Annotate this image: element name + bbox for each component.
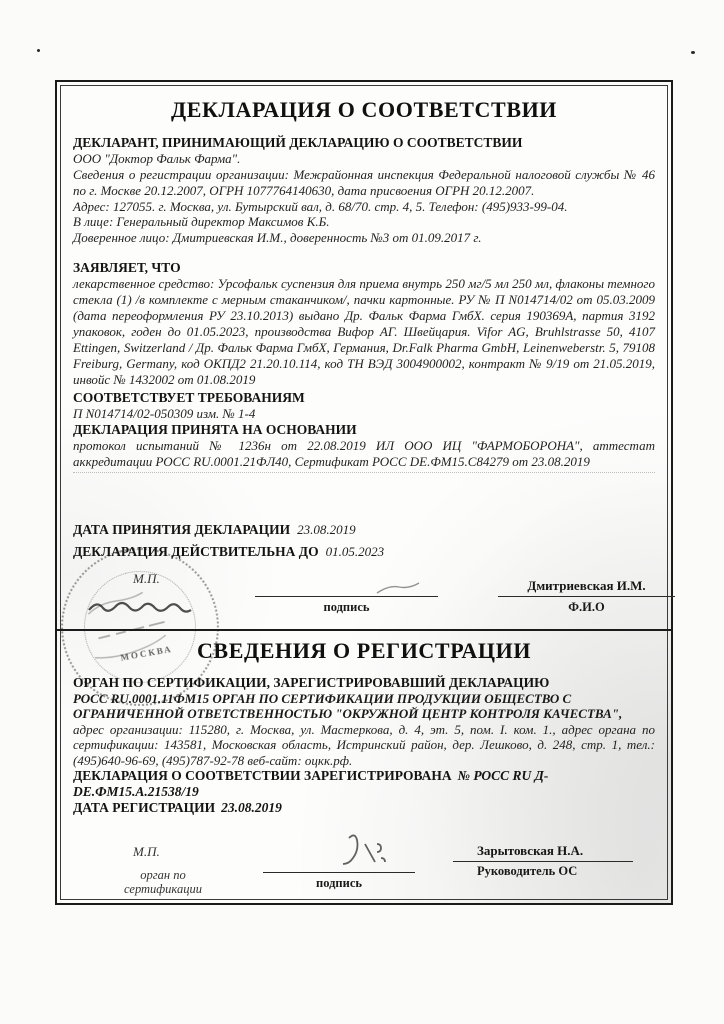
registered-line	[73, 768, 655, 800]
signature-mark	[331, 830, 395, 876]
valid-until-value: 01.05.2023	[325, 543, 385, 559]
valid-until-line	[73, 543, 655, 561]
declarant-representative: В лице: Генеральный директор Максимов К.Б.	[73, 214, 330, 230]
product-description: лекарственное средство: Урсофальк суспензия для приема внутрь 250 мг/5 мл 250 мл, флаконы темного стекла (1) /в комплекте с мерным стаканчиком/, пачки картонные. РУ № П N014714/02 от 05.03.2009 (дата переоформления РУ 23.10.2013) выдано Др. Фальк Фарма ГмбХ. серия 190369А, партия 3192 упаковок, годен до 01.05.2023, производства Вифор АГ. Швейцария. Vifor AG, Bruhlstrasse 50, 4107 Ettingen, Switzerland / Др. Фальк Фарма ГмбХ, Германия, Dr.Falk Pharma GmbH, Leinenweberstr. 5, 79108 Freiburg, Germany, код ОКПД2 21.20.10.114, код ТН ВЭД 3004900002, контракт № 9/19 от 21.05.2019, инвойс № 1432002 от 01.08.2019	[73, 276, 655, 388]
fio-line	[498, 596, 675, 597]
declarant-company: ООО "Доктор Фальк Фарма".	[73, 151, 241, 166]
section-divider	[55, 629, 673, 631]
basis-heading: ДЕКЛАРАЦИЯ ПРИНЯТА НА ОСНОВАНИИ	[73, 421, 357, 437]
adoption-date-label: ДАТА ПРИНЯТИЯ ДЕКЛАРАЦИИ	[73, 521, 291, 537]
authority-name: РОСС RU.0001.11ФМ15 ОРГАН ПО СЕРТИФИКАЦИИ ПРОДУКЦИИ ОБЩЕСТВО С ОГРАНИЧЕННОЙ ОТВЕТСТВЕННОСТЬЮ "ОКРУЖНОЙ ЦЕНТР КОНТРОЛЯ КАЧЕСТВА",	[73, 690, 623, 722]
declares-heading: ЗАЯВЛЯЕТ, ЧТО	[73, 260, 181, 276]
org-caption-line2: сертификации	[124, 882, 202, 897]
signature-mark	[85, 594, 195, 620]
declarant-registration-info: Сведения о регистрации организации: Межрайонная инспекция Федеральной налоговой службы № 46 по г. Москве 20.12.2007, ОГРН 1077764140630, дата присвоения ОГРН 20.12.2007.	[73, 166, 655, 198]
org-caption	[103, 868, 223, 896]
scan-speck	[691, 51, 695, 54]
head-line	[453, 861, 633, 862]
seal-place-label: М.П.	[133, 844, 160, 860]
authority-heading: ОРГАН ПО СЕРТИФИКАЦИИ, ЗАРЕГИСТРИРОВАВШИЙ ДЕКЛАРАЦИЮ	[73, 674, 550, 690]
valid-until-label: ДЕКЛАРАЦИЯ ДЕЙСТВИТЕЛЬНА ДО	[73, 543, 319, 559]
adoption-date-line	[73, 521, 655, 539]
document-sheet	[55, 80, 673, 905]
conforms-requirements: П N014714/02-050309 изм. № 1-4	[73, 406, 256, 422]
adoption-date-value: 23.08.2019	[297, 521, 356, 537]
signature-caption: подпись	[316, 876, 362, 891]
declarant-heading: ДЕКЛАРАНТ, ПРИНИМАЮЩИЙ ДЕКЛАРАЦИЮ О СООТВЕТСТВИИ	[73, 135, 523, 150]
signature-mark	[373, 581, 423, 597]
signer-name: Дмитриевская И.М.	[527, 577, 646, 593]
org-caption-line1: орган по	[140, 868, 186, 883]
registered-label: ДЕКЛАРАЦИЯ О СООТВЕТСТВИИ ЗАРЕГИСТРИРОВАНА	[73, 768, 452, 784]
declaration-title: ДЕКЛАРАЦИЯ О СООТВЕТСТВИИ	[170, 97, 558, 122]
declarant-address: Адрес: 127055. г. Москва, ул. Бутырский вал, д. 68/70. стр. 4, 5. Телефон: (495)933-99-04.	[73, 198, 568, 214]
faint-rule	[73, 472, 655, 473]
signer-caption: Ф.И.О	[568, 599, 605, 614]
registration-date-value: 23.08.2019	[221, 800, 282, 816]
scan-speck	[37, 49, 40, 52]
registration-date-label: ДАТА РЕГИСТРАЦИИ	[73, 800, 216, 816]
registration-date-line	[73, 800, 655, 816]
conforms-heading: СООТВЕТСТВУЕТ ТРЕБОВАНИЯМ	[73, 390, 305, 406]
declarant-trustee: Доверенное лицо: Дмитриевская И.М., доверенность №3 от 01.09.2017 г.	[73, 229, 482, 245]
signature-caption: подпись	[323, 599, 370, 614]
registration-title: СВЕДЕНИЯ О РЕГИСТРАЦИИ	[196, 637, 532, 663]
document-content	[57, 82, 671, 903]
seal-place-label: М.П.	[133, 570, 160, 586]
registration-signature-block	[73, 842, 655, 922]
head-name: Зарытовская Н.А.	[477, 843, 584, 859]
head-caption: Руководитель ОС	[477, 864, 578, 879]
authority-address: адрес организации: 115280, г. Москва, ул. Мастеркова, д. 4, эт. 5, пом. I. ком. 1., адрес органа по сертификации: 143581, Московская область, Истринский район, дер. Лешково, д. 248, стр. 1, тел.: (495)640-96-69, (495)787-92-78 веб-сайт: оцкк.рф.	[73, 721, 655, 768]
stamp-city-text: МОСКВА	[119, 643, 174, 663]
registered-number: № РОСС RU Д-DE.ФМ15.А.21538/19	[73, 768, 549, 800]
basis-text: протокол испытаний № 1236н от 22.08.2019 ИЛ ООО ИЦ "ФАРМОБОРОНА", аттестат аккредитации РОСС RU.0001.21ФЛ40, Сертификат РОСС DE.ФМ15.С84279 от 23.08.2019	[73, 437, 655, 469]
